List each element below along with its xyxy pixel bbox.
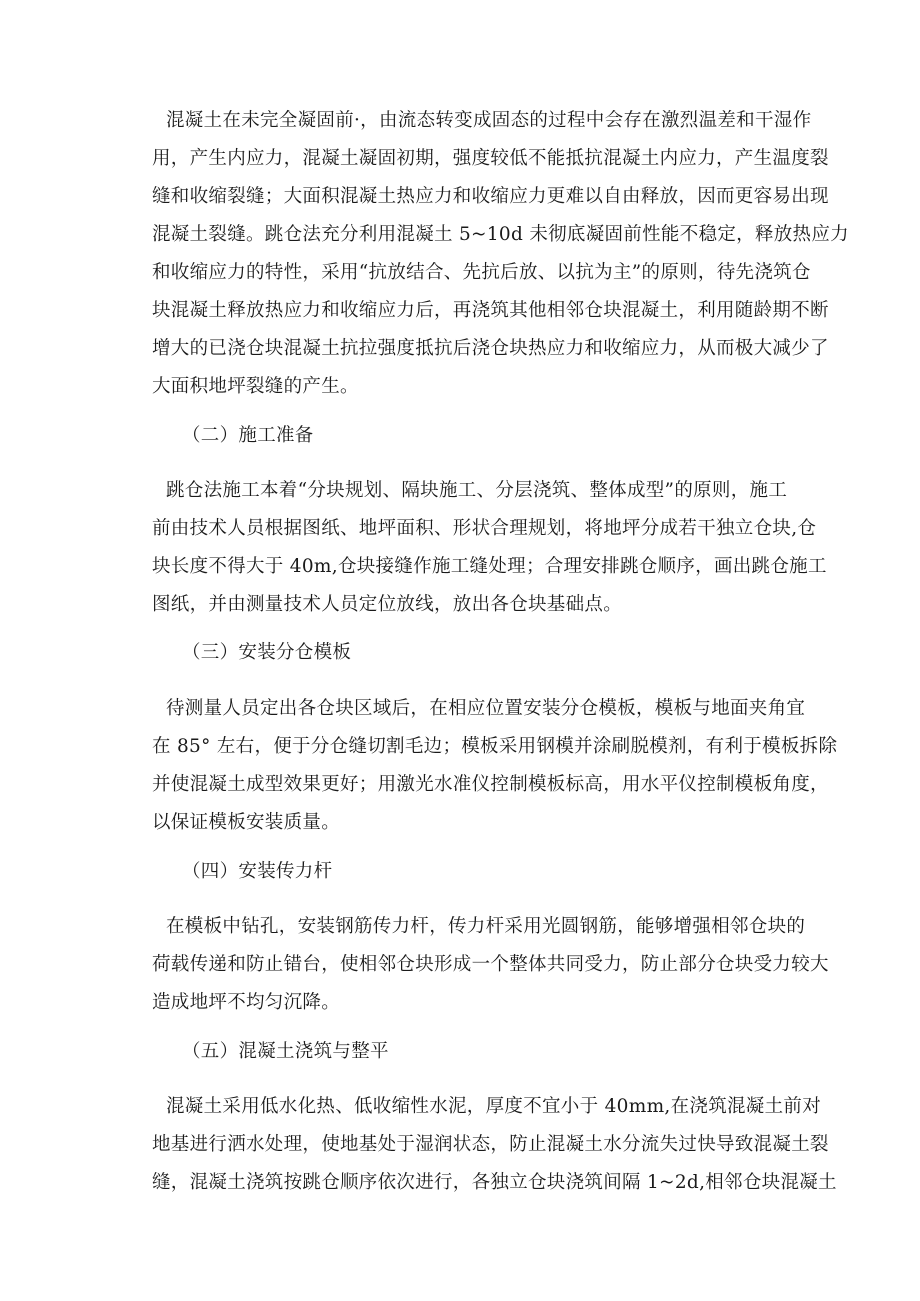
section-heading: （二）施工准备	[182, 425, 314, 446]
paragraph-line: 混凝土在未完全凝固前·，由流态转变成固态的过程中会存在激烈温差和干湿作	[166, 110, 812, 131]
paragraph-line: 荷载传递和防止错台，使相邻仓块形成一个整体共同受力，防止部分仓块受力较大	[152, 954, 829, 975]
paragraph-line: 缝和收缩裂缝；大面积混凝土热应力和收缩应力更难以自由释放，因而更容易出现	[152, 186, 829, 207]
paragraph-line: 待测量人员定出各仓块区域后，在相应位置安装分仓模板，模板与地面夹角宜	[166, 698, 806, 719]
paragraph-line: 块长度不得大于 40m,仓块接缝作施工缝处理；合理安排跳仓顺序，画出跳仓施工	[152, 556, 827, 577]
paragraph-line: 和收缩应力的特性，采用“抗放结合、先抗后放、以抗为主”的原则，待先浇筑仓	[152, 262, 811, 283]
section-heading: （五）混凝土浇筑与整平	[182, 1041, 389, 1062]
paragraph-line: 地基进行洒水处理，使地基处于湿润状态，防止混凝土水分流失过快导致混凝土裂	[152, 1134, 829, 1155]
paragraph-line: 在模板中钻孔，安装钢筋传力杆，传力杆采用光圆钢筋，能够增强相邻仓块的	[166, 916, 806, 937]
paragraph-line: 并使混凝土成型效果更好；用激光水准仪控制模板标高，用水平仪控制模板角度，	[152, 774, 829, 795]
paragraph-line: 混凝土采用低水化热、低收缩性水泥，厚度不宜小于 40mm,在浇筑混凝土前对	[166, 1096, 821, 1117]
paragraph-line: 缝，混凝土浇筑按跳仓顺序依次进行，各独立仓块浇筑间隔 1~2d,相邻仓块混凝土	[152, 1172, 837, 1193]
paragraph-line: 前由技术人员根据图纸、地坪面积、形状合理规划，将地坪分成若干独立仓块,仓	[152, 518, 817, 539]
section-heading: （三）安装分仓模板	[182, 642, 352, 663]
paragraph-line: 跳仓法施工本着“分块规划、隔块施工、分层浇筑、整体成型”的原则，施工	[166, 480, 788, 501]
paragraph-line: 大面积地坪裂缝的产生。	[152, 376, 359, 397]
section-heading: （四）安装传力杆	[182, 861, 333, 882]
paragraph-line: 混凝土裂缝。跳仓法充分利用混凝土 5~10d 未彻底凝固前性能不稳定，释放热应力	[152, 224, 849, 245]
paragraph-line: 以保证模板安装质量。	[152, 812, 341, 833]
paragraph-line: 在 85° 左右，便于分仓缝切割毛边；模板采用钢模并涂刷脱模剂，有利于模板拆除	[152, 736, 838, 757]
paragraph-line: 用，产生内应力，混凝土凝固初期，强度较低不能抵抗混凝土内应力，产生温度裂	[152, 148, 829, 169]
paragraph-line: 图纸，并由测量技术人员定位放线，放出各仓块基础点。	[152, 594, 623, 615]
paragraph-line: 增大的已浇仓块混凝土抗拉强度抵抗后浇仓块热应力和收缩应力，从而极大减少了	[152, 338, 829, 359]
paragraph-line: 块混凝土释放热应力和收缩应力后，再浇筑其他相邻仓块混凝土，利用随龄期不断	[152, 300, 829, 321]
paragraph-line: 造成地坪不均匀沉降。	[152, 992, 341, 1013]
